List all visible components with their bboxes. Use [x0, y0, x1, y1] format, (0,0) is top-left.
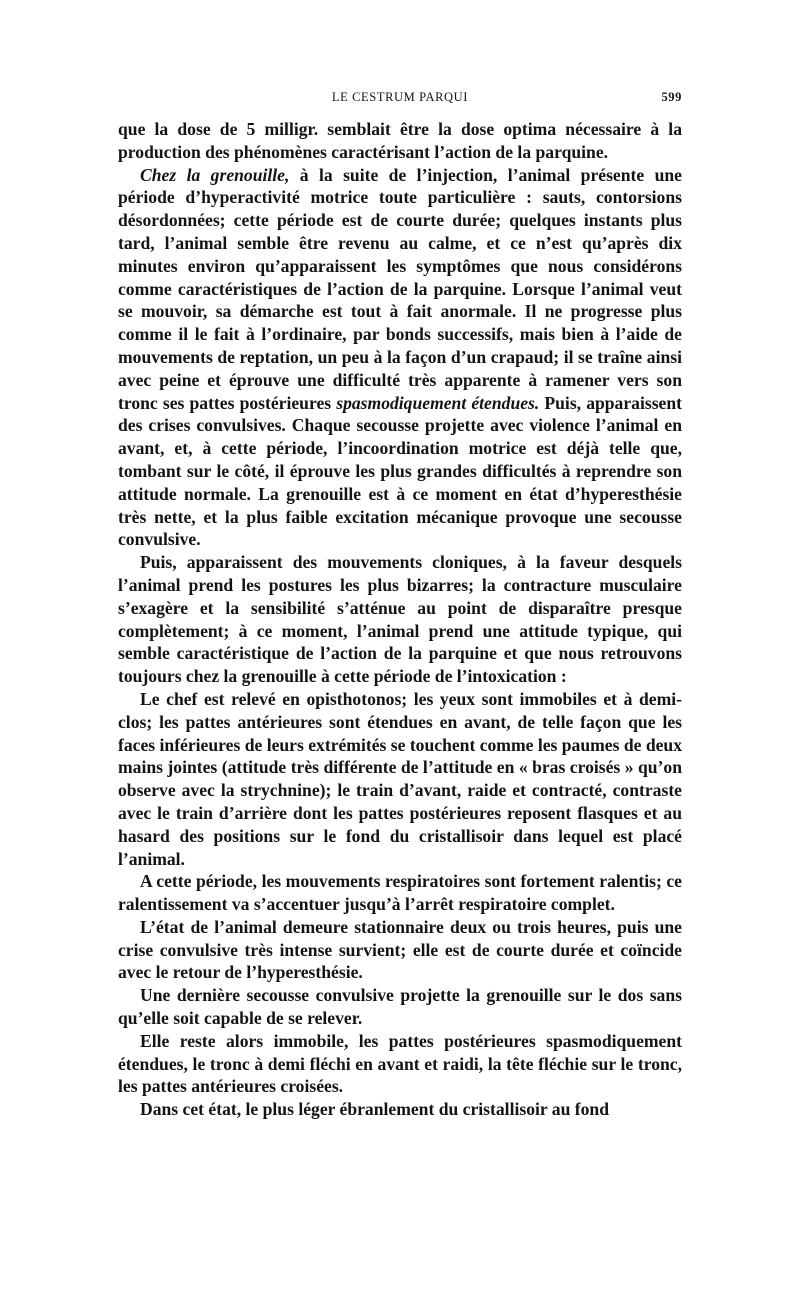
paragraph-2-italic-lead: Chez la grenouille, — [140, 164, 290, 185]
page-number: 599 — [661, 90, 682, 104]
paragraph-4 — [118, 688, 682, 870]
paragraph-5-text: A cette période, les mouvements respiratoires sont fortement ralentis; ce ralentissement va s’accentuer jusqu’à l’arrêt respiratoire complet. — [118, 871, 682, 915]
paragraph-2-italic-term: spasmodiquement étendues. — [336, 392, 540, 413]
body-text — [118, 118, 682, 1121]
paragraph-1-text: que la dose de 5 milligr. semblait être la dose optima nécessaire à la production des phénomènes caractérisant l’action de la parquine. — [118, 119, 682, 162]
paragraph-8-text: Elle reste alors immobile, les pattes postérieures spasmodiquement étendues, le tronc à demi fléchi en avant et raidi, la tête fléchie sur le tronc, les pattes antérieures croisées. — [118, 1030, 682, 1097]
running-head — [118, 90, 682, 112]
paragraph-2-text-b: Puis, apparaissent des crises convulsives. Chaque secousse projette avec violence l’animal en avant, et, à cette période, l’incoordination motrice est déjà telle que, tombant sur le côté, il éprouve les plus grandes difficultés à reprendre son attitude normale. La grenouille est à ce moment en état d’hyperesthésie très nette, et la plus faible excitation mécanique provoque une secousse convulsive. — [118, 392, 682, 550]
paragraph-5 — [118, 870, 682, 916]
paragraph-1 — [118, 118, 682, 164]
paragraph-6 — [118, 916, 682, 984]
paragraph-6-text: L’état de l’animal demeure stationnaire deux ou trois heures, puis une crise convulsive très intense survient; elle est de courte durée et coïncide avec le retour de l’hyperesthésie. — [118, 916, 682, 983]
paragraph-9-text: Dans cet état, le plus léger ébranlement du cristallisoir au fond — [140, 1099, 609, 1120]
paragraph-3 — [118, 551, 682, 688]
paragraph-9 — [118, 1098, 682, 1121]
paragraph-8 — [118, 1030, 682, 1098]
running-title: LE CESTRUM PARQUI — [331, 90, 469, 104]
paragraph-7 — [118, 984, 682, 1030]
paragraph-2 — [118, 164, 682, 552]
paragraph-4-text: Le chef est relevé en opisthotonos; les yeux sont immobiles et à demi-clos; les pattes antérieures sont étendues en avant, de telle façon que les faces inférieures de leurs extrémités se touchent comme les paumes de deux mains jointes (attitude très différente de l’attitude en « bras croisés » qu’on observe avec la strychnine); le train d’avant, raide et contracté, contraste avec le train d’arrière dont les pattes postérieures reposent flasques et au hasard des positions sur le fond du cristallisoir dans lequel est placé l’animal. — [118, 688, 683, 869]
paragraph-3-text: Puis, apparaissent des mouvements cloniques, à la faveur desquels l’animal prend les postures les plus bizarres; la contracture musculaire s’exagère et la sensibilité s’atténue au point de disparaître presque complètement; à ce moment, l’animal prend une attitude typique, qui semble caractéristique de l’action de la parquine et que nous retrouvons toujours chez la grenouille à cette période de l’intoxication : — [118, 552, 682, 687]
paragraph-2-text-a: à la suite de l’injection, l’animal présente une période d’hyperactivité motrice toute particulière : sauts, contorsions désordonnées; cette période est de courte durée; quelques instants plus tard, l’animal semble être revenu au calme, et ce n’est qu’après dix minutes environ qu’apparaissent les symptômes que nous considérons comme caractéristiques de l’action de la parquine. Lorsque l’animal veut se mouvoir, sa démarche est tout à fait anormale. Il ne progresse plus comme il le fait à l’ordinaire, par bonds successifs, mais bien à l’aide de mouvements de reptation, un peu à la façon d’un crapaud; il se traîne ainsi avec peine et éprouve une difficulté très apparente à ramener vers son tronc ses pattes postérieures — [118, 164, 682, 413]
paragraph-7-text: Une dernière secousse convulsive projette la grenouille sur le dos sans qu’elle soit capable de se relever. — [118, 985, 682, 1029]
